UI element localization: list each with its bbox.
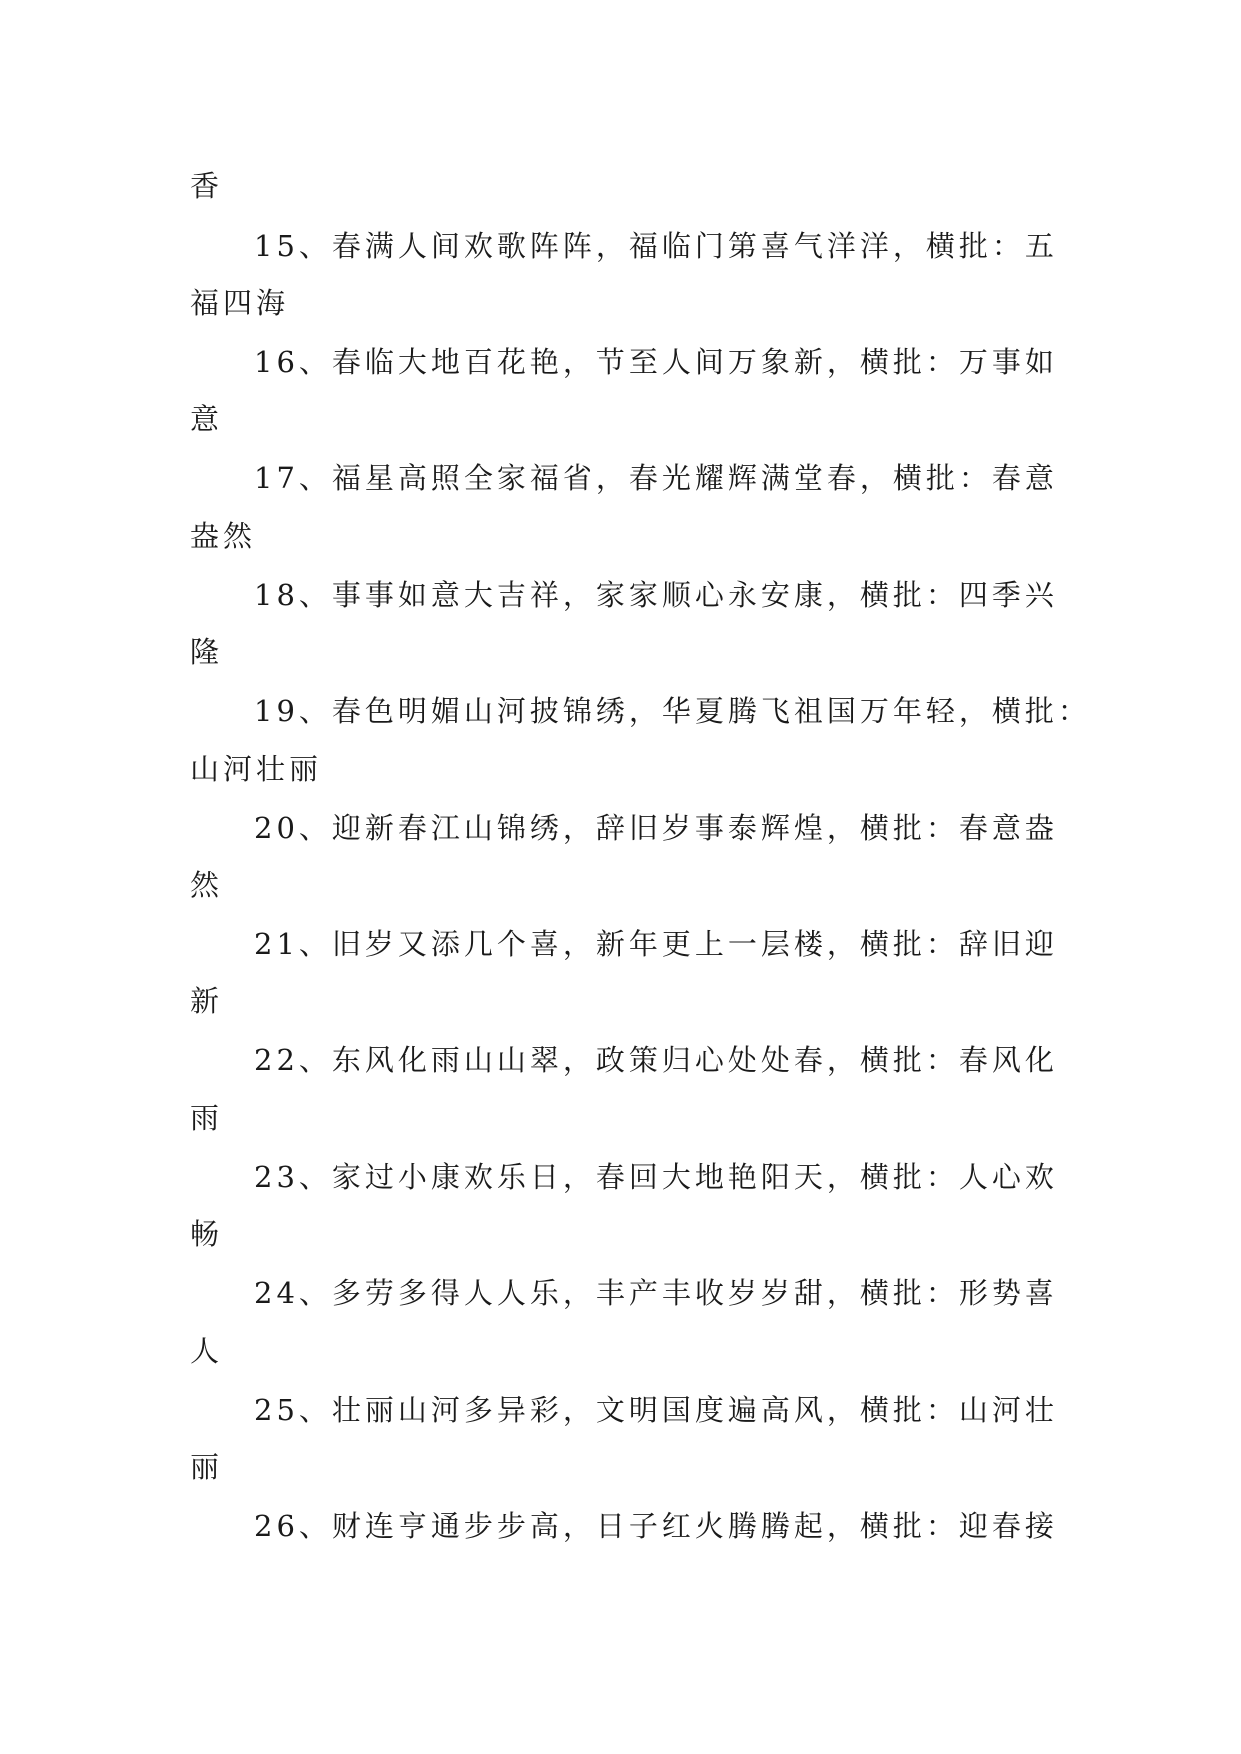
couplet-item-25: 25、壮丽山河多异彩，文明国度遍高风，横批：山河壮 (254, 1393, 1058, 1427)
text-line: 新 (190, 984, 224, 1018)
text-line: 然 (190, 868, 224, 902)
text-line: 福四海 (190, 286, 290, 320)
couplet-item-22: 22、东风化雨山山翠，政策归心处处春，横批：春风化 (254, 1043, 1058, 1077)
text-line: 山河壮丽 (190, 752, 323, 786)
couplet-item-19: 19、春色明媚山河披锦绣，华夏腾飞祖国万年轻，横批： (254, 694, 1091, 728)
text-line: 雨 (190, 1101, 224, 1135)
text-line: 盎然 (190, 519, 257, 553)
couplet-item-18: 18、事事如意大吉祥，家家顺心永安康，横批：四季兴 (254, 578, 1058, 612)
couplet-item-24: 24、多劳多得人人乐，丰产丰收岁岁甜，横批：形势喜 (254, 1276, 1058, 1310)
couplet-item-20: 20、迎新春江山锦绣，辞旧岁事泰辉煌，横批：春意盎 (254, 811, 1058, 845)
text-line: 畅 (190, 1217, 224, 1251)
text-line: 丽 (190, 1450, 224, 1484)
text-line: 隆 (190, 635, 224, 669)
couplet-item-23: 23、家过小康欢乐日，春回大地艳阳天，横批：人心欢 (254, 1160, 1058, 1194)
couplet-item-21: 21、旧岁又添几个喜，新年更上一层楼，横批：辞旧迎 (254, 927, 1058, 961)
text-line: 人 (190, 1334, 224, 1368)
text-line: 意 (190, 402, 224, 436)
text-line: 香 (190, 169, 224, 203)
couplet-item-15: 15、春满人间欢歌阵阵，福临门第喜气洋洋，横批：五 (254, 229, 1058, 263)
couplet-item-26: 26、财连亨通步步高，日子红火腾腾起，横批：迎春接 (254, 1509, 1058, 1543)
couplet-item-16: 16、春临大地百花艳，节至人间万象新，横批：万事如 (254, 345, 1058, 379)
couplet-item-17: 17、福星高照全家福省，春光耀辉满堂春，横批：春意 (254, 461, 1058, 495)
